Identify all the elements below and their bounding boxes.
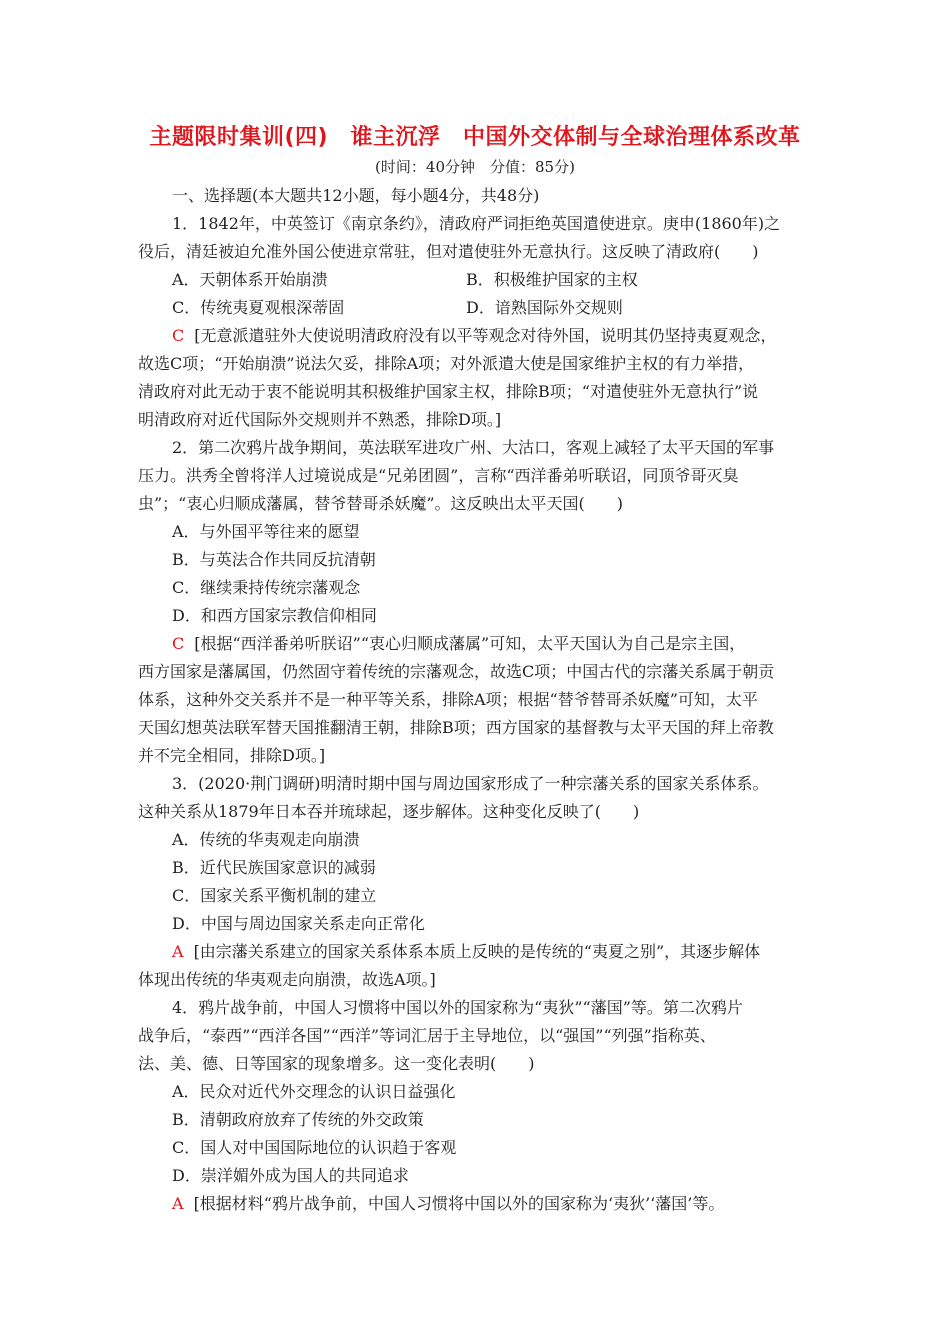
option-c: C．传统夷夏观根深蒂固 (172, 298, 345, 317)
answer-letter: A (172, 942, 184, 961)
question-stem-line: 战争后，“泰西”“西洋各国”“西洋”等词汇居于主导地位，以“强国”“列强”指称英、 (138, 1026, 716, 1045)
question-stem-line: 法、美、德、日等国家的现象增多。这一变化表明( ) (138, 1054, 535, 1073)
answer-explanation-line: 西方国家是藩属国，仍然固守着传统的宗藩观念，故选C项；中国古代的宗藩关系属于朝贡 (138, 662, 775, 681)
option-b: B．近代民族国家意识的减弱 (172, 858, 376, 877)
option-a: A．民众对近代外交理念的认识日益强化 (172, 1082, 456, 1101)
option-row (172, 270, 852, 290)
answer-explanation-line: C [根据“西洋番弟听朕诏”“衷心归顺成藩属”可知，太平天国认为自己是宗主国， (172, 634, 746, 653)
option-b: B．清朝政府放弃了传统的外交政策 (172, 1110, 424, 1129)
answer-letter: C (172, 326, 185, 345)
answer-explanation-line: 并不完全相同，排除D项。] (138, 746, 326, 765)
answer-explanation-line: 清政府对此无动于衷不能说明其积极维护国家主权，排除B项；“对遣使驻外无意执行”说 (138, 382, 759, 401)
option-d: D．中国与周边国家关系走向正常化 (172, 914, 425, 933)
option-a: A．天朝体系开始崩溃 (172, 270, 328, 289)
answer-explanation-line: 明清政府对近代国际外交规则并不熟悉，排除D项。] (138, 410, 502, 429)
section-heading: 一、选择题(本大题共12小题，每小题4分，共48分) (172, 186, 540, 205)
question-stem-line: 役后，清廷被迫允准外国公使进京常驻，但对遣使驻外无意执行。这反映了清政府( ) (138, 242, 759, 261)
question-stem-line: 3．(2020·荆门调研)明清时期中国与周边国家形成了一种宗藩关系的国家关系体系。 (172, 774, 769, 793)
answer-explanation-line: C [无意派遣驻外大使说明清政府没有以平等观念对待外国，说明其仍坚持夷夏观念， (172, 326, 777, 345)
question-stem-line: 4．鸦片战争前，中国人习惯将中国以外的国家称为“夷狄”“藩国”等。第二次鸦片 (172, 998, 743, 1017)
answer-explanation-line: 体现出传统的华夷观走向崩溃，故选A项。] (138, 970, 436, 989)
option-b: B．积极维护国家的主权 (466, 270, 638, 289)
question-stem-line: 这种关系从1879年日本吞并琉球起，逐步解体。这种变化反映了( ) (138, 802, 640, 821)
question-stem-line: 虫”；“衷心归顺成藩属，替爷替哥杀妖魔”。这反映出太平天国( ) (138, 494, 624, 513)
answer-explanation-line: A [根据材料“鸦片战争前，中国人习惯将中国以外的国家称为‘夷狄’‘藩国’等。 (172, 1194, 725, 1213)
time-score-info: (时间：40分钟 分值：85分) (375, 158, 575, 176)
option-c: C．国人对中国国际地位的认识趋于客观 (172, 1138, 457, 1157)
answer-explanation-line: 天国幻想英法联军替天国推翻清王朝，排除B项；西方国家的基督教与太平天国的拜上帝教 (138, 718, 774, 737)
page-title: 主题限时集训(四) 谁主沉浮 中国外交体制与全球治理体系改革 (149, 125, 801, 150)
option-d: D．谙熟国际外交规则 (466, 298, 623, 317)
answer-explanation-line: 体系，这种外交关系并不是一种平等关系，排除A项；根据“替爷替哥杀妖魔”可知，太平 (138, 690, 758, 709)
option-d: D．崇洋媚外成为国人的共同追求 (172, 1166, 409, 1185)
answer-explanation-line: A [由宗藩关系建立的国家关系体系本质上反映的是传统的“夷夏之别”，其逐步解体 (172, 942, 761, 961)
option-d: D．和西方国家宗教信仰相同 (172, 606, 377, 625)
option-c: C．继续秉持传统宗藩观念 (172, 578, 361, 597)
answer-letter: A (172, 1194, 184, 1213)
answer-explanation-line: 故选C项；“开始崩溃”说法欠妥，排除A项；对外派遣大使是国家维护主权的有力举措， (138, 354, 755, 373)
option-a: A．传统的华夷观走向崩溃 (172, 830, 360, 849)
option-b: B．与英法合作共同反抗清朝 (172, 550, 376, 569)
option-a: A．与外国平等往来的愿望 (172, 522, 360, 541)
question-stem-line: 压力。洪秀全曾将洋人过境说成是“兄弟团圆”，言称“西洋番弟听联诏，同顶爷哥灭臭 (138, 466, 739, 485)
question-stem-line: 1．1842年，中英签订《南京条约》，清政府严词拒绝英国遣使进京。庚申(1860年)之 (172, 214, 781, 233)
option-c: C．国家关系平衡机制的建立 (172, 886, 377, 905)
answer-letter: C (172, 634, 185, 653)
question-stem-line: 2．第二次鸦片战争期间，英法联军进攻广州、大沽口，客观上减轻了太平天国的军事 (172, 438, 775, 457)
option-row (172, 298, 852, 318)
